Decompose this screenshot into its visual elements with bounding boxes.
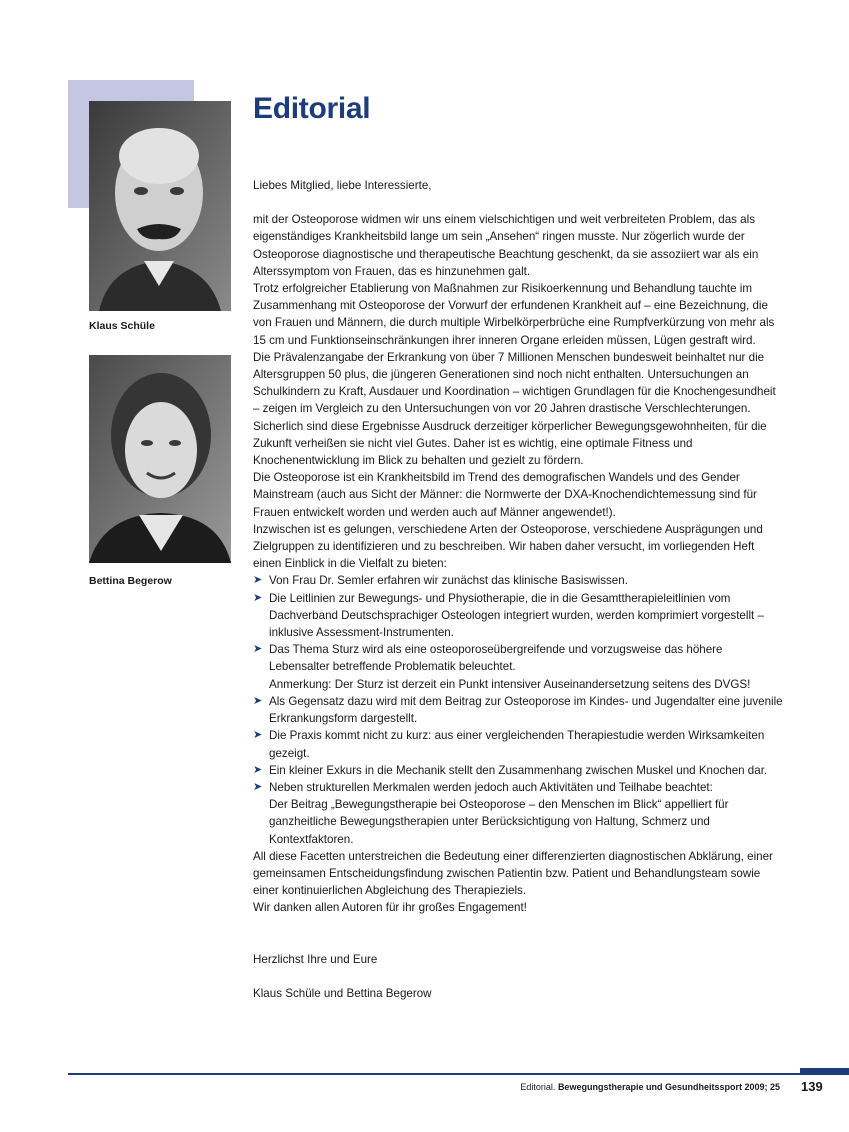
page-title: Editorial: [253, 92, 371, 125]
conclusion-paragraph: All diese Facetten unterstreichen die Bedeutung einer differenzierten diagnostischen Abklärung, einer gemeinsamen Entscheidungsfindung zwischen Patientin bzw. Patient und Behandlungsteam sowie einer kontinuierlichen Abgleichung des Therapieziels.: [253, 849, 773, 898]
arrow-icon: ➤: [253, 729, 263, 742]
arrow-icon: ➤: [253, 763, 263, 776]
list-item: [253, 779, 783, 848]
arrow-icon: ➤: [253, 574, 263, 587]
list-item-text: Von Frau Dr. Semler erfahren wir zunächst das klinische Basiswissen.: [269, 574, 628, 588]
signature-names: Klaus Schüle und Bettina Begerow: [253, 986, 432, 1000]
arrow-icon: ➤: [253, 694, 263, 707]
greeting: Liebes Mitglied, liebe Interessierte,: [253, 179, 432, 192]
paragraph: Trotz erfolgreicher Etablierung von Maßnahmen zur Risikoerkennung und Behandlung tauchte im Zusammenhang mit Osteoporose der Vorwurf der erfundenen Krankheit auf – eine Bezeichnung, die von Frauen und Männern, die durch multiple Wirbelkörperbrüche eine Rumpfverkürzung von mehr als 15 cm und Funktionseinschränkungen ihrer inneren Organe erleiden müssen, Lügen gestraft wird.: [253, 282, 775, 347]
thanks-line: Wir danken allen Autoren für ihr großes Engagement!: [253, 901, 527, 915]
list-item-note: Anmerkung: Der Sturz ist derzeit ein Punkt intensiver Auseinandersetzung seitens des DVGS!: [269, 677, 751, 691]
arrow-icon: ➤: [253, 780, 263, 793]
list-item: [253, 727, 783, 761]
list-item-note: Der Beitrag „Bewegungstherapie bei Osteoporose – den Menschen im Blick“ appelliert für ganzheitliche Bewegungstherapien unter Berücksichtigung von Haltung, Schmerz und Kontextfaktoren.: [269, 798, 729, 846]
paragraph: mit der Osteoporose widmen wir uns einem vielschichtigen und weit verbreiteten Problem, das als eigenständiges Krankheitsbild lange um sein „Ansehen“ ringen musste. Nur zögerlich wurde der Osteoporose diagnostische und therapeutische Beachtung geschenkt, da sie assoziiert war als ein Alterssymptom von Frauen, das es hinzunehmen galt.: [253, 213, 759, 278]
arrow-icon: ➤: [253, 591, 263, 604]
arrow-icon: ➤: [253, 643, 263, 656]
list-item: [253, 590, 783, 642]
paragraph: Die Osteoporose ist ein Krankheitsbild im Trend des demografischen Wandels und des Gender Mainstream (auch aus Sicht der Männer: die Normwerte der DXA-Knochendichtemessung sind für Frauen entwickelt worden und werden auch auf Männer angewendet!).: [253, 471, 757, 519]
list-item-text: Neben strukturellen Merkmalen werden jedoch auch Aktivitäten und Teilhabe beachtet:: [269, 780, 713, 794]
list-item: [253, 572, 783, 589]
list-item-text: Die Praxis kommt nicht zu kurz: aus einer vergleichenden Therapiestudie werden Wirksamkeiten gezeigt.: [269, 729, 765, 760]
author-photo-klaus-schuele: [89, 101, 231, 311]
list-item-text: Als Gegensatz dazu wird mit dem Beitrag zur Osteoporose im Kindes- und Jugendalter eine juvenile Erkrankungsform dargestellt.: [269, 694, 783, 726]
footer-divider: [68, 1073, 849, 1075]
list-item-text: Die Leitlinien zur Bewegungs- und Physiotherapie, die in die Gesamttherapieleitlinien vom Dachverband Deutschsprachiger Osteologen integriert wurden, werden komprimiert vorgestellt – inklusive Assessment-Instrumenten.: [269, 591, 764, 640]
author-photo-bettina-begerow: [89, 355, 231, 563]
list-item-text: Ein kleiner Exkurs in die Mechanik stellt den Zusammenhang zwischen Muskel und Knochen dar.: [269, 763, 768, 777]
footer-section: Editorial.: [520, 1082, 556, 1092]
paragraph: Inzwischen ist es gelungen, verschiedene Arten der Osteoporose, verschiedene Ausprägungen und Zielgruppen zu identifizieren und zu beschreiben. Wir haben daher versucht, im vorliegenden Heft einen Einblick in die Vielfalt zu bieten:: [253, 522, 763, 571]
list-item: [253, 641, 783, 693]
paragraph: Die Prävalenzangabe der Erkrankung von über 7 Millionen Menschen bundesweit beinhaltet nur die Altersgruppen 50 plus, die jüngeren Generationen sind noch nicht enthalten. Untersuchungen an Schulkindern zu Kraft, Ausdauer und Koordination – wichtigen Grundlagen für die Knochengesundheit – zeigen im Vergleich zu den Untersuchungen von vor 20 Jahren drastische Verschlechterungen. Sicherlich sind diese Ergebnisse Ausdruck derzeitiger körperlicher Bewegungsgewohnheiten, für die Zukunft verheißen sie nicht viel Gutes. Daher ist es wichtig, eine optimale Fitness und Knochenentwicklung im Blick zu behalten und gezielt zu fördern.: [253, 350, 776, 468]
footer-citation: [520, 1082, 780, 1092]
topic-list: [253, 572, 783, 847]
closing-line: Herzlichst Ihre und Eure: [253, 952, 378, 966]
photo-caption: Klaus Schüle: [89, 320, 155, 332]
photo-caption: Bettina Begerow: [89, 575, 172, 587]
list-item: [253, 762, 783, 779]
page-number: 139: [801, 1079, 823, 1094]
list-item-text: Das Thema Sturz wird als eine osteoporoseübergreifende und vorzugsweise das höhere Lebensalter betreffende Problematik beleuchtet.: [269, 643, 723, 674]
list-item: [253, 693, 783, 727]
footer-journal: Bewegungstherapie und Gesundheitssport 2009; 25: [557, 1082, 780, 1092]
editorial-body: [253, 177, 783, 1002]
